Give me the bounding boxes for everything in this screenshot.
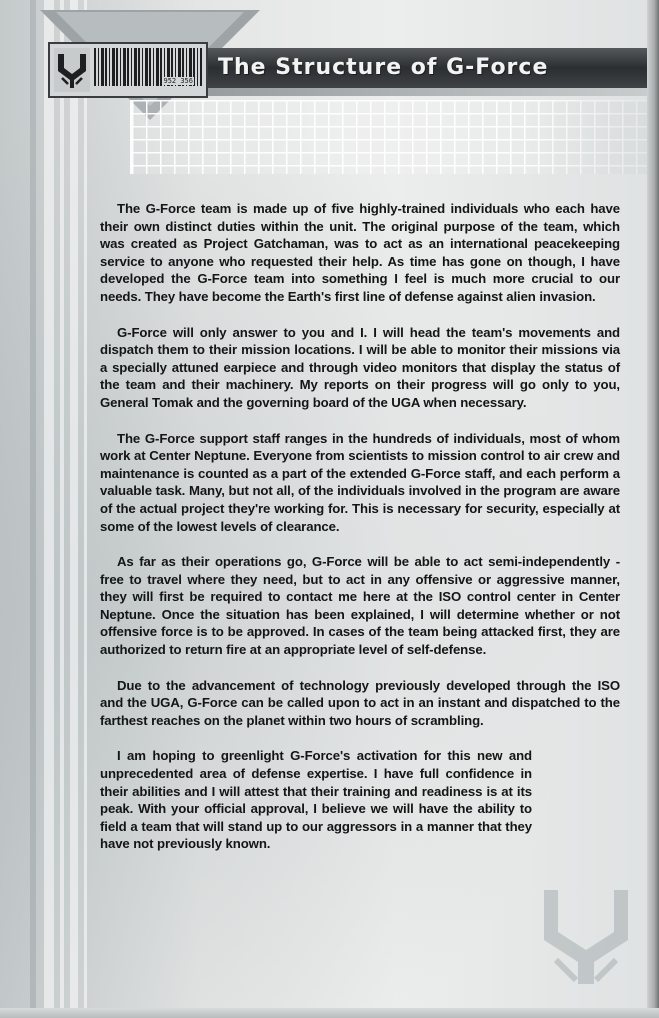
paragraph: I am hoping to greenlight G-Force's activation for this new and unprecedented area of defense expertise. I have full confidence in their abilities and I will attest that their training and readiness is at its peak. With your official approval, I believe we will have the ability to field a team that will stand up to our aggressors in a manner that they have not previously known. bbox=[100, 748, 532, 852]
decorative-stripe bbox=[60, 0, 64, 1018]
paragraph: G-Force will only answer to you and I. I will head the team's movements and dispatch them to their mission locations. I will be able to monitor their missions via a specially attuned earpiece and through video monitors that display the status of the team and their machinery. My reports on their progress will go only to you, General Tomak and the governing board of the UGA when necessary. bbox=[100, 324, 620, 410]
decorative-stripe bbox=[84, 0, 87, 1018]
page-title: The Structure of G-Force bbox=[218, 55, 549, 80]
paragraph: As far as their operations go, G-Force will be able to act semi-independently - free to travel where they need, but to act in any offensive or aggressive manner, they will first be required to contact me here at the ISO control center in Center Neptune. Once the situation has been explained, I will determine whether or not offensive force is to be approved. In cases of the team being attacked first, they are authorized to return fire at an appropriate level of self-defense. bbox=[100, 554, 620, 658]
decorative-stripe bbox=[30, 0, 36, 1018]
id-badge bbox=[48, 42, 208, 98]
barcode-icon bbox=[94, 48, 202, 86]
page-edge bbox=[647, 0, 659, 1018]
header-grid-fade bbox=[130, 100, 659, 174]
page-bottom-edge bbox=[0, 1008, 659, 1018]
paragraph: The G-Force team is made up of five highly-trained individuals who each have their own distinct duties within the unit. The original purpose of the team, which was created as Project Gatchaman, was to act as an international peacekeeping service to anyone who requested their help. As time has gone on though, I have developed the G-Force team into something I feel is much more crucial to our needs. They have become the Earth's first line of defense against alien invasion. bbox=[100, 201, 620, 304]
g-force-logo-icon bbox=[54, 48, 90, 92]
decorative-stripe bbox=[70, 0, 78, 1018]
paragraph: Due to the advancement of technology previously developed through the ISO and the UGA, G-Force can be called upon to act in an instant and dispatched to the farthest reaches on the planet within two hours of scrambling. bbox=[100, 677, 620, 728]
decorative-stripe bbox=[44, 0, 54, 1018]
badge-number: 952 356 bbox=[163, 77, 193, 85]
g-force-watermark-icon bbox=[536, 880, 636, 990]
document-body bbox=[100, 200, 620, 871]
paragraph: The G-Force support staff ranges in the hundreds of individuals, most of whom work at Center Neptune. Everyone from scientists to mission control to air crew and maintenance is counted as a part of the extended G-Force staff, and each perform a valuable task. Many, but not all, of the individuals involved in the program are aware of the actual project they're working for. This is necessary for security, especially at some of the lowest levels of clearance. bbox=[100, 430, 620, 534]
